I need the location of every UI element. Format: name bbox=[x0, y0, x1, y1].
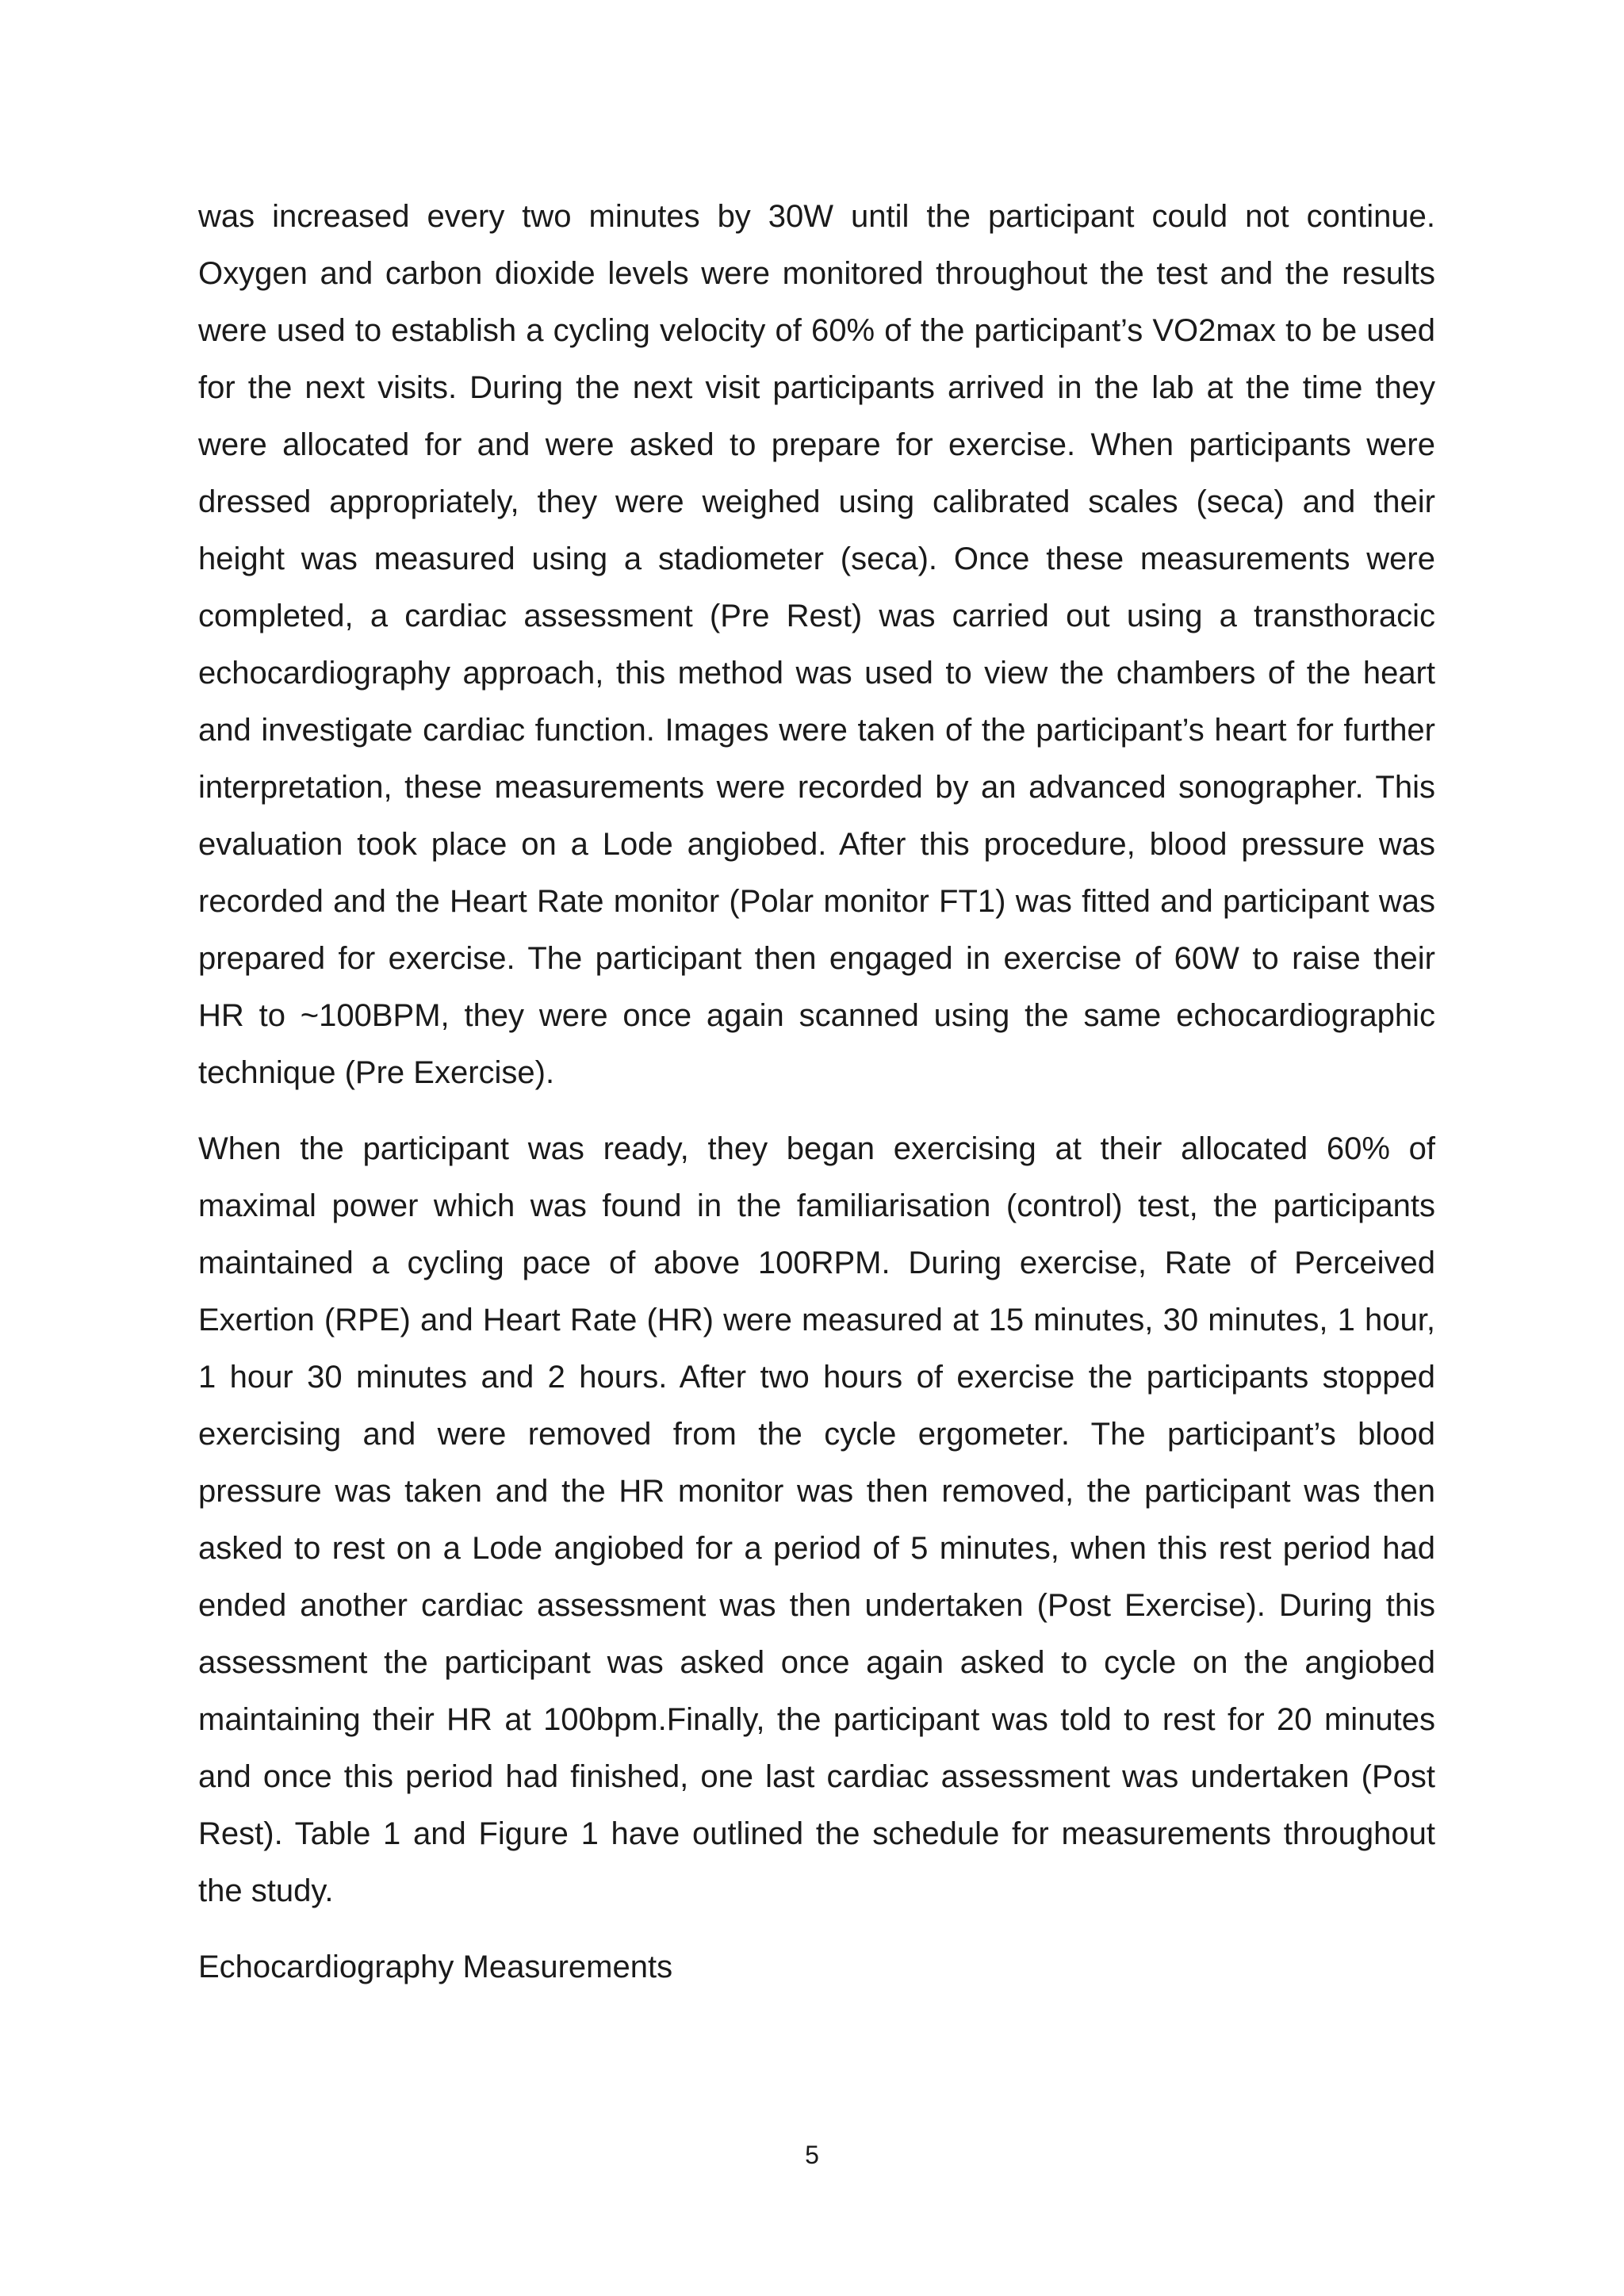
page-number: 5 bbox=[805, 2141, 819, 2169]
body-paragraph-1: was increased every two minutes by 30W until the participant could not continue. Oxygen and carbon dioxide levels were monitored throughout the test and the results were used to establish a cycling velocity of 60% of the participant’s VO2max to be used for the next visits. During the next visit participants arrived in the lab at the time they were allocated for and were asked to prepare for exercise. When participants were dressed appropriately, they were weighed using calibrated scales (seca) and their height was measured using a stadiometer (seca). Once these measurements were completed, a cardiac assessment (Pre Rest) was carried out using a transthoracic echocardiography approach, this method was used to view the chambers of the heart and investigate cardiac function. Images were taken of the participant’s heart for further interpretation, these measurements were recorded by an advanced sonographer. This evaluation took place on a Lode angiobed. After this procedure, blood pressure was recorded and the Heart Rate monitor (Polar monitor FT1) was fitted and participant was prepared for exercise. The participant then engaged in exercise of 60W to raise their HR to ~100BPM, they were once again scanned using the same echocardiographic technique (Pre Exercise). bbox=[198, 199, 1435, 1090]
body-paragraph-2: When the participant was ready, they began exercising at their allocated 60% of maximal power which was found in the familiarisation (control) test, the participants maintained a cycling pace of above 100RPM. During exercise, Rate of Perceived Exertion (RPE) and Heart Rate (HR) were measured at 15 minutes, 30 minutes, 1 hour, 1 hour 30 minutes and 2 hours. After two hours of exercise the participants stopped exercising and were removed from the cycle ergometer. The participant’s blood pressure was taken and the HR monitor was then removed, the participant was then asked to rest on a Lode angiobed for a period of 5 minutes, when this rest period had ended another cardiac assessment was then undertaken (Post Exercise). During this assessment the participant was asked once again asked to cycle on the angiobed maintaining their HR at 100bpm.Finally, the participant was told to rest for 20 minutes and once this period had finished, one last cardiac assessment was undertaken (Post Rest). Table 1 and Figure 1 have outlined the schedule for measurements throughout the study. bbox=[198, 1131, 1435, 1908]
section-heading: Echocardiography Measurements bbox=[198, 1950, 673, 1984]
